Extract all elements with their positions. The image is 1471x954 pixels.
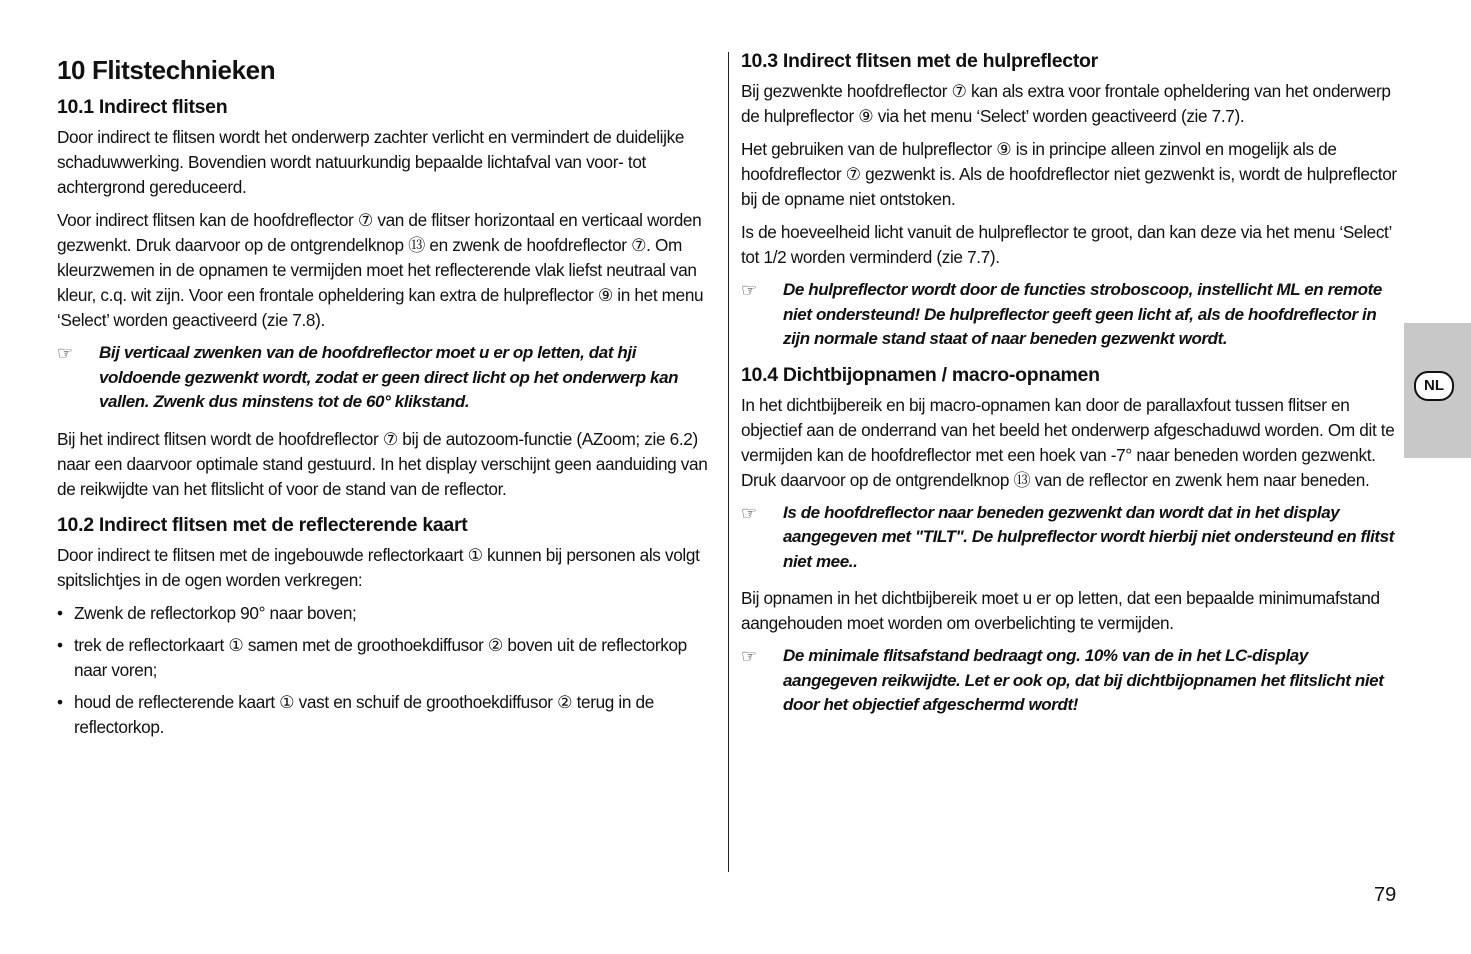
pointing-hand-icon: ☞ [741, 280, 758, 300]
note-text: Bij verticaal zwenken van de hoofdreflector moet u er op letten, dat hji voldoende gezwenkt wordt, zodat er geen direct licht op het onderwerp kan vallen. Zwenk dus minstens tot de 60° klikstand. [99, 343, 679, 411]
section-10-4-note-1 [741, 501, 1403, 575]
section-10-1-paragraph-3: Bij het indirect flitsen wordt de hoofdreflector ⑦ bij de autozoom-functie (AZoom; zie 6.2) naar een daarvoor optimale stand gestuurd. In het display verschijnt geen aanduiding van de reikwijdte van het flitslicht of voor de stand van de reflector. [57, 428, 708, 499]
list-item: • trek de reflectorkaart ① samen met de groothoekdiffusor ② boven uit de reflectorkop naar voren; [57, 633, 717, 683]
section-10-4-paragraph-1: In het dichtbijbereik en bij macro-opnamen kan door de parallaxfout tussen flitser en objectief aan de onderrand van het beeld het onderwerp afgeschaduwd worden. Om dit te vermijden kan de hoofdreflector met een hoek van -7° naar beneden worden gezwenkt. Druk daarvoor op de ontgrendelknop ⑬ van de reflector en zwenk hem naar beneden. [741, 394, 1395, 490]
section-10-1-note [57, 341, 717, 415]
section-10-2-heading: 10.2 Indirect flitsen met de reflecterende kaart [57, 513, 468, 536]
section-10-4-paragraph-2: Bij opnamen in het dichtbijbereik moet u er op letten, dat een bepaalde minimumafstand aangehouden moet worden om overbelichting te vermijden. [741, 588, 1380, 633]
pointing-hand-icon: ☞ [741, 502, 758, 523]
left-column [57, 50, 717, 747]
section-10-4-note-2 [741, 644, 1403, 718]
language-side-tab [1404, 323, 1471, 458]
note-text: De minimale flitsafstand bedraagt ong. 10% van de in het LC-display aangegeven reikwijdte. Let er ook op, dat bij dichtbijopnamen het flitslicht niet door het objectief afgeschermd wordt! [783, 646, 1384, 714]
note-text: Is de hoofdreflector naar beneden gezwenkt dan wordt dat in het display aangegeven met "TILT". De hulpreflector wordt hierbij niet ondersteund en flitst niet mee.. [783, 502, 1394, 571]
section-10-3-note [741, 278, 1403, 352]
language-badge: NL [1414, 371, 1454, 401]
right-column [741, 50, 1403, 730]
column-divider [728, 52, 729, 872]
section-10-1-heading: 10.1 Indirect flitsen [57, 96, 228, 118]
section-10-3-heading: 10.3 Indirect flitsen met de hulpreflector [741, 50, 1098, 72]
section-10-1-paragraph-1: Door indirect te flitsen wordt het onderwerp zachter verlicht en vermindert de duidelijke schaduwwerking. Bovendien wordt natuurkundig bepaalde lichtafval van voor- tot achtergrond gereduceerd. [57, 127, 685, 197]
section-10-3-paragraph-3: Is de hoeveelheid licht vanuit de hulpreflector te groot, dan kan deze via het menu ‘Select’ tot 1/2 worden verminderd (zie 7.7). [741, 222, 1392, 267]
chapter-title: 10 Flitstechnieken [57, 55, 276, 85]
section-10-4-heading: 10.4 Dichtbijopnamen / macro-opnamen [741, 363, 1100, 386]
list-item: • houd de reflecterende kaart ① vast en schuif de groothoekdiffusor ② terug in de reflectorkop. [57, 690, 717, 740]
section-10-1-paragraph-2: Voor indirect flitsen kan de hoofdreflector ⑦ van de flitser horizontaal en verticaal worden gezwenkt. Druk daarvoor op de ontgrendelknop ⑬ en zwenk de hoofdreflector ⑦. Om kleurzwemen in de opnamen te vermijden moet het reflecterende vlak liefst neutraal van kleur, c.q. wit zijn. Voor een frontale opheldering kan extra de hulpreflector ⑨ in het menu ‘Select’ worden geactiveerd (zie 7.8). [57, 210, 704, 330]
section-10-3-paragraph-1: Bij gezwenkte hoofdreflector ⑦ kan als extra voor frontale opheldering van het onderwerp de hulpreflector ⑨ via het menu ‘Select’ worden geactiveerd (zie 7.7). [741, 81, 1391, 126]
note-text: De hulpreflector wordt door de functies stroboscoop, instellicht ML en remote niet ondersteund! De hulpreflector geeft geen licht af, als de hoofdreflector in zijn normale stand staat of naar beneden gezwenkt wordt. [783, 280, 1382, 348]
instruction-list [57, 601, 717, 740]
pointing-hand-icon: ☞ [741, 646, 758, 666]
page-number: 79 [1374, 884, 1397, 906]
pointing-hand-icon: ☞ [57, 343, 74, 363]
section-10-2-paragraph-1: Door indirect te flitsen met de ingebouwde reflectorkaart ① kunnen bij personen als volgt spitslichtjes in de ogen worden verkregen: [57, 544, 700, 590]
section-10-3-paragraph-2: Het gebruiken van de hulpreflector ⑨ is in principe alleen zinvol en mogelijk als de hoofdreflector ⑦ gezwenkt is. Als de hoofdreflector niet gezwenkt is, wordt de hulpreflector bij de opname niet ontstoken. [741, 139, 1397, 209]
list-item: • Zwenk de reflectorkop 90° naar boven; [57, 601, 717, 626]
